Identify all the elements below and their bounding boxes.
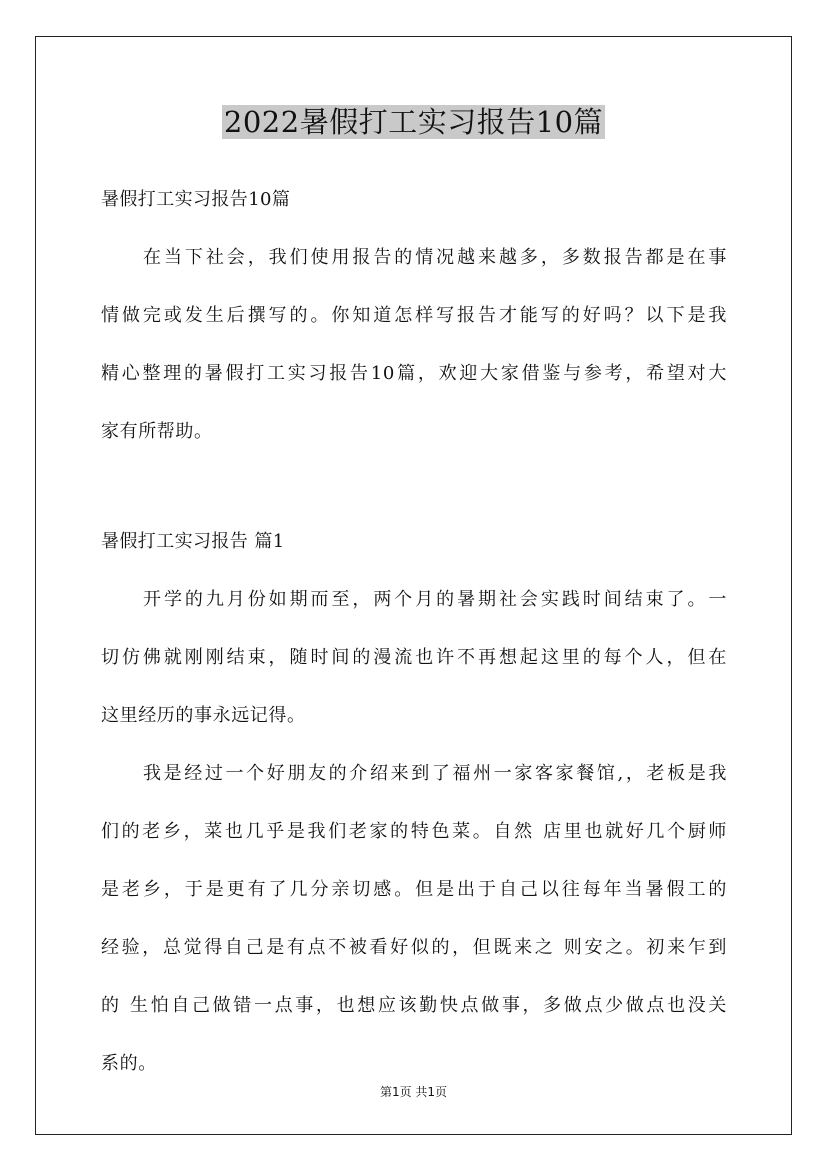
paragraph2-line-2: 们的老乡，菜也几乎是我们老家的特色菜。自然 店里也就好几个厨师 xyxy=(101,821,727,842)
paragraph2-line-6: 系的。 xyxy=(101,1053,157,1074)
paragraph2-line-4: 经验，总觉得自己是有点不被看好似的，但既来之 则安之。初来乍到 xyxy=(101,937,727,958)
page-number-footer: 第1页 共1页 xyxy=(379,1085,448,1099)
intro-line-3: 精心整理的暑假打工实习报告10篇，欢迎大家借鉴与参考，希望对大 xyxy=(101,363,727,384)
paragraph1-line-2: 切仿佛就刚刚结束，随时间的漫流也许不再想起这里的每个人，但在 xyxy=(101,647,727,668)
paragraph1-line-1: 开学的九月份如期而至，两个月的暑期社会实践时间结束了。一 xyxy=(143,589,727,610)
intro-line-1: 在当下社会，我们使用报告的情况越来越多，多数报告都是在事 xyxy=(143,247,727,268)
document-subtitle: 暑假打工实习报告10篇 xyxy=(101,189,291,210)
paragraph2-line-5: 的 生怕自己做错一点事，也想应该勤快点做事，多做点少做点也没关 xyxy=(101,995,727,1016)
document-title-text: 2022暑假打工实习报告10篇 xyxy=(223,105,604,139)
paragraph2-line-3: 是老乡，于是更有了几分亲切感。但是出于自己以往每年当暑假工的 xyxy=(101,879,727,900)
paragraph1-line-3: 这里经历的事永远记得。 xyxy=(101,705,306,726)
intro-line-4: 家有所帮助。 xyxy=(101,421,213,442)
document-title xyxy=(0,100,827,144)
paragraph2-line-1: 我是经过一个好朋友的介绍来到了福州一家客家餐馆,，老板是我 xyxy=(143,763,727,784)
section-spacer xyxy=(101,461,727,513)
document-body xyxy=(101,171,727,1093)
section-heading: 暑假打工实习报告 篇1 xyxy=(101,531,285,552)
intro-line-2: 情做完或发生后撰写的。你知道怎样写报告才能写的好吗？以下是我 xyxy=(101,305,727,326)
